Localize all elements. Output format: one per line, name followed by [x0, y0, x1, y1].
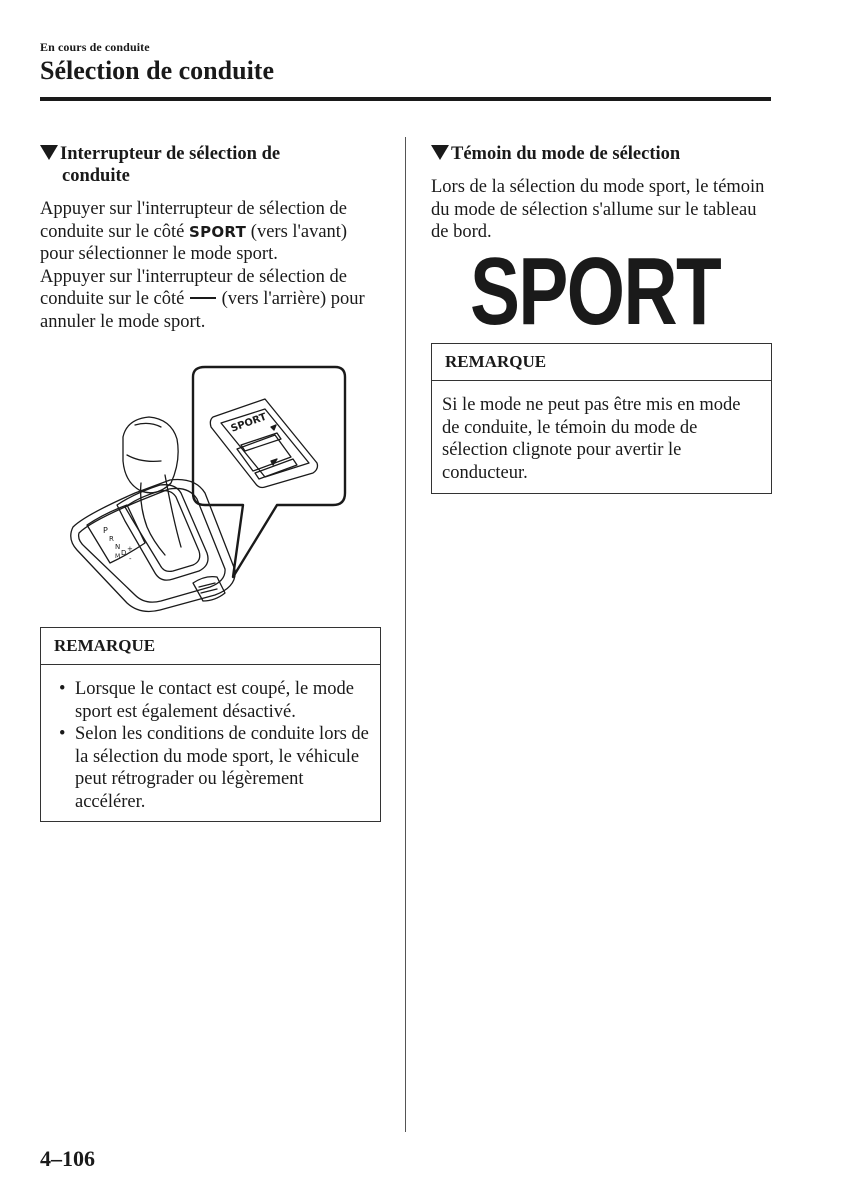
shift-lever-illustration — [65, 365, 350, 615]
sport-indicator: SPORT — [470, 238, 721, 345]
sport-label-inline: SPORT — [188, 222, 247, 241]
list-item — [59, 723, 370, 813]
switch-description-part4: (vers l'arrière) pour annuler le mode sport. — [40, 289, 365, 332]
section-heading-indicator — [431, 143, 771, 165]
note-box-left — [40, 627, 381, 822]
switch-description-part3: Appuyer sur l'interrupteur de sélection de conduite sur le côté — [40, 266, 347, 309]
note-list — [59, 678, 370, 813]
note-item-text: Selon les conditions de conduite lors de la sélection du mode sport, le véhicule peut rétrograder ou légèrement accélérer. — [75, 724, 369, 812]
page-title: Sélection de conduite — [40, 56, 274, 85]
switch-description-part1: Appuyer sur l'interrupteur de sélection de conduite sur le côté — [40, 199, 347, 242]
page-number: 4–106 — [40, 1146, 95, 1171]
triangle-down-icon — [40, 143, 60, 165]
gate-letter-n: N — [115, 543, 121, 551]
column-divider — [405, 137, 406, 1132]
section-heading-switch-line2: conduite — [62, 166, 130, 186]
chapter-label: En cours de conduite — [40, 40, 150, 54]
indicator-description: Lors de la sélection du mode sport, le témoin du mode de sélection s'allume sur le tableau de bord. — [431, 177, 765, 242]
gate-letter-d: D — [121, 549, 127, 557]
section-heading-switch — [40, 143, 370, 187]
gate-sign-plus: + — [127, 545, 133, 553]
triangle-down-icon — [431, 143, 451, 165]
note-item-text: Lorsque le contact est coupé, le mode sport est également désactivé. — [75, 679, 354, 722]
dash-symbol-icon — [190, 297, 216, 300]
switch-description-part2: (vers l'avant) pour sélectionner le mode sport. — [40, 221, 348, 264]
note-box-right — [431, 343, 772, 494]
callout-sport-label: SPORT — [229, 411, 269, 435]
switch-description — [40, 198, 380, 333]
list-item — [59, 678, 370, 723]
gate-letter-r: R — [109, 535, 114, 543]
bullet: • — [59, 724, 66, 744]
gate-letter-m: M — [115, 553, 121, 560]
note-body-right: Si le mode ne peut pas être mis en mode de conduite, le témoin du mode de sélection clignote pour avertir le conducteur. — [442, 395, 741, 483]
gate-sign-minus: - — [129, 555, 132, 563]
section-heading-switch-line1: Interrupteur de sélection de — [60, 144, 281, 164]
gate-letter-p: P — [103, 526, 108, 535]
section-heading-indicator-text: Témoin du mode de sélection — [451, 144, 681, 164]
bullet: • — [59, 679, 66, 699]
title-rule — [40, 97, 771, 101]
note-title-right: REMARQUE — [432, 344, 771, 381]
note-body-left — [41, 665, 380, 813]
note-title-left: REMARQUE — [41, 628, 380, 665]
